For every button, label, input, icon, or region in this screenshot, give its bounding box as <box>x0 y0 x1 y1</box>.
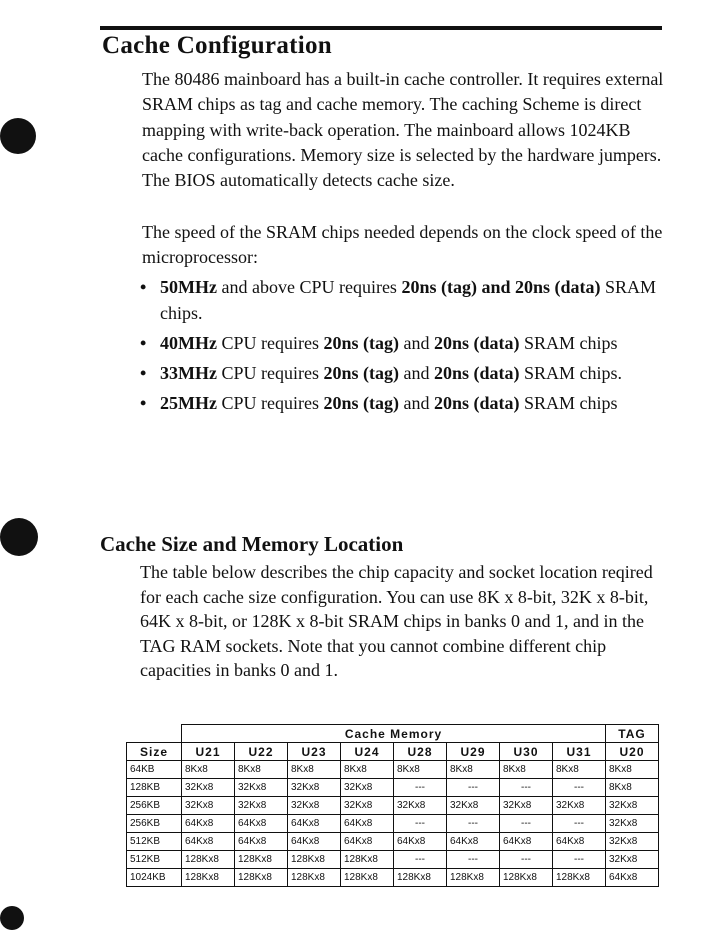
chip-cell: 8Kx8 <box>341 761 394 779</box>
size-cell: 128KB <box>127 779 182 797</box>
column-header: U22 <box>235 743 288 761</box>
size-cell: 512KB <box>127 833 182 851</box>
chip-cell: 32Kx8 <box>606 851 659 869</box>
chip-cell: 128Kx8 <box>394 869 447 887</box>
table-group-header-row <box>127 725 659 743</box>
chip-cell: 8Kx8 <box>553 761 606 779</box>
chip-cell: 32Kx8 <box>182 779 235 797</box>
column-header: U24 <box>341 743 394 761</box>
chip-cell: 8Kx8 <box>182 761 235 779</box>
chip-cell: 32Kx8 <box>447 797 500 815</box>
table-row <box>127 797 659 815</box>
list-item <box>140 274 670 326</box>
table-intro-paragraph: The table below describes the chip capacity and socket location reqired for each cache size configuration. You can use 8K x 8-bit, 32K x 8-bit, 64K x 8-bit, or 128K x 8-bit SRAM chips in banks 0 and 1, and in the TAG RAM sockets. Note that you cannot combine different chip capacities in banks 0 and 1. <box>140 562 653 681</box>
chip-cell: --- <box>553 815 606 833</box>
page-title: Cache Configuration <box>102 32 333 59</box>
chip-cell: 128Kx8 <box>288 869 341 887</box>
chip-cell: 8Kx8 <box>394 761 447 779</box>
column-header: Size <box>127 743 182 761</box>
bullet-icon: • <box>140 333 147 353</box>
tag-speed: 20ns (tag) <box>323 363 399 383</box>
chip-cell: 32Kx8 <box>606 797 659 815</box>
chip-cell: 32Kx8 <box>341 779 394 797</box>
table-row <box>127 815 659 833</box>
chip-cell: 8Kx8 <box>606 761 659 779</box>
list-item <box>140 360 670 386</box>
tag-speed: 20ns (tag) <box>401 277 477 297</box>
chip-cell: 64Kx8 <box>182 833 235 851</box>
size-cell: 256KB <box>127 815 182 833</box>
bullet-icon: • <box>140 393 147 413</box>
top-rule <box>100 26 662 30</box>
chip-cell: 8Kx8 <box>606 779 659 797</box>
chip-cell: 8Kx8 <box>288 761 341 779</box>
chip-cell: 8Kx8 <box>447 761 500 779</box>
list-text: SRAM chips <box>519 393 618 413</box>
chip-cell: 128Kx8 <box>182 851 235 869</box>
chip-cell: 64Kx8 <box>341 815 394 833</box>
chip-cell: 64Kx8 <box>606 869 659 887</box>
list-text: and above CPU requires <box>216 277 402 297</box>
list-text: SRAM chips. <box>160 277 657 323</box>
data-speed: 20ns (data) <box>433 333 520 353</box>
size-cell: 1024KB <box>127 869 182 887</box>
table-corner <box>127 725 182 743</box>
cpu-speed: 40MHz <box>160 333 217 353</box>
column-header: U30 <box>500 743 553 761</box>
chip-cell: 64Kx8 <box>288 833 341 851</box>
chip-cell: --- <box>553 779 606 797</box>
size-cell: 512KB <box>127 851 182 869</box>
speed-paragraph: The speed of the SRAM chips needed depends on the clock speed of the microprocessor: <box>142 222 663 268</box>
chip-cell: --- <box>553 851 606 869</box>
list-text: and <box>398 333 434 353</box>
table-row <box>127 761 659 779</box>
list-text: CPU requires <box>216 333 324 353</box>
list-text: CPU requires <box>216 363 324 383</box>
table-body <box>127 761 659 887</box>
cpu-speed: 25MHz <box>160 393 217 413</box>
list-text: CPU requires <box>216 393 324 413</box>
chip-cell: 128Kx8 <box>235 851 288 869</box>
list-text: SRAM chips <box>519 333 618 353</box>
list-item <box>140 390 670 416</box>
binder-hole-bottom <box>0 906 24 930</box>
column-header: U23 <box>288 743 341 761</box>
chip-cell: 32Kx8 <box>288 779 341 797</box>
bullet-icon: • <box>140 277 147 297</box>
column-header: U21 <box>182 743 235 761</box>
table-row <box>127 851 659 869</box>
chip-cell: 64Kx8 <box>182 815 235 833</box>
chip-cell: 64Kx8 <box>235 833 288 851</box>
chip-cell: 128Kx8 <box>235 869 288 887</box>
chip-cell: 32Kx8 <box>341 797 394 815</box>
chip-cell: 32Kx8 <box>235 779 288 797</box>
chip-cell: 128Kx8 <box>341 851 394 869</box>
chip-cell: --- <box>394 779 447 797</box>
size-cell: 256KB <box>127 797 182 815</box>
chip-cell: 32Kx8 <box>235 797 288 815</box>
column-header: U31 <box>553 743 606 761</box>
chip-cell: 64Kx8 <box>288 815 341 833</box>
chip-cell: 32Kx8 <box>606 833 659 851</box>
chip-cell: 8Kx8 <box>235 761 288 779</box>
chip-cell: 32Kx8 <box>288 797 341 815</box>
chip-cell: 128Kx8 <box>182 869 235 887</box>
chip-cell: --- <box>394 851 447 869</box>
chip-cell: 32Kx8 <box>394 797 447 815</box>
section-subtitle: Cache Size and Memory Location <box>100 532 404 556</box>
table-column-header-row <box>127 743 659 761</box>
chip-cell: 128Kx8 <box>288 851 341 869</box>
chip-cell: 64Kx8 <box>500 833 553 851</box>
chip-cell: 32Kx8 <box>500 797 553 815</box>
data-speed: 20ns (data) <box>433 363 520 383</box>
cpu-speed: 33MHz <box>160 363 217 383</box>
chip-cell: 128Kx8 <box>500 869 553 887</box>
chip-cell: --- <box>447 815 500 833</box>
intro-paragraph: The 80486 mainboard has a built-in cache controller. It requires external SRAM chips as tag and cache memory. The caching Scheme is direct mapping with write-back operation. The mainboard allows 1024KB cache configurations. Memory size is selected by the hardware jumpers. The BIOS automatically detects cache size. <box>142 69 664 191</box>
chip-cell: 64Kx8 <box>341 833 394 851</box>
chip-cell: 128Kx8 <box>341 869 394 887</box>
chip-cell: 64Kx8 <box>235 815 288 833</box>
chip-cell: 32Kx8 <box>553 797 606 815</box>
table-row <box>127 869 659 887</box>
tag-speed: 20ns (tag) <box>323 333 399 353</box>
chip-cell: 128Kx8 <box>553 869 606 887</box>
chip-cell: 64Kx8 <box>553 833 606 851</box>
list-text: and <box>398 393 434 413</box>
column-header: U29 <box>447 743 500 761</box>
speed-list <box>140 274 670 420</box>
tag-speed: 20ns (tag) <box>323 393 399 413</box>
cache-memory-header: Cache Memory <box>182 725 606 743</box>
chip-cell: 32Kx8 <box>606 815 659 833</box>
chip-cell: 32Kx8 <box>182 797 235 815</box>
data-speed: 20ns (data) <box>433 393 520 413</box>
size-cell: 64KB <box>127 761 182 779</box>
list-item <box>140 330 670 356</box>
chip-cell: 64Kx8 <box>447 833 500 851</box>
chip-cell: --- <box>500 815 553 833</box>
chip-cell: --- <box>500 779 553 797</box>
binder-hole-top <box>0 118 36 154</box>
chip-cell: --- <box>447 779 500 797</box>
data-speed: 20ns (data) <box>514 277 601 297</box>
cpu-speed: 50MHz <box>160 277 217 297</box>
table-row <box>127 779 659 797</box>
chip-cell: --- <box>500 851 553 869</box>
chip-cell: 8Kx8 <box>500 761 553 779</box>
chip-cell: --- <box>447 851 500 869</box>
list-text: and <box>398 363 434 383</box>
cache-memory-table <box>126 724 659 887</box>
column-header: U20 <box>606 743 659 761</box>
column-header: U28 <box>394 743 447 761</box>
tag-header: TAG <box>606 725 659 743</box>
chip-cell: 128Kx8 <box>447 869 500 887</box>
table-row <box>127 833 659 851</box>
list-text: SRAM chips. <box>519 363 623 383</box>
binder-hole-middle <box>0 518 38 556</box>
bullet-icon: • <box>140 363 147 383</box>
chip-cell: 64Kx8 <box>394 833 447 851</box>
list-text: and <box>476 277 515 297</box>
chip-cell: --- <box>394 815 447 833</box>
